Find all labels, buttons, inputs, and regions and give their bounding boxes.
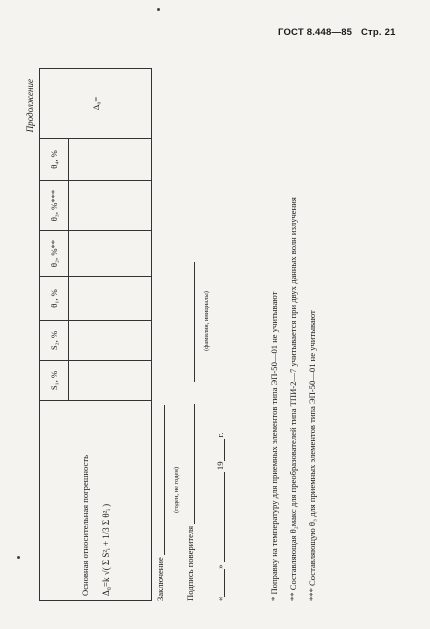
conclusion-line (164, 405, 165, 555)
verifier-name-line (194, 262, 195, 382)
value-cell (69, 231, 152, 277)
conclusion-block (155, 271, 245, 601)
verifier-sublabel: (фамилия, инициалы) (203, 291, 210, 351)
table-title-cell (40, 401, 152, 601)
column-header: θ₄, % (40, 139, 69, 181)
conclusion-row (155, 271, 185, 601)
footnote: ** Составляющая θ₂макс для преобразователей типа ТПИ-2—7 учитывается при двух данных волн излучения (288, 197, 298, 601)
date-quote-close: » (215, 564, 225, 569)
column-header: θ₃, %*** (40, 181, 69, 231)
value-cell (69, 277, 152, 321)
page-header (278, 27, 402, 38)
value-cell (69, 321, 152, 361)
footnote: *** Составляющую θ₃ для приемных элементов типа ЭП-50—01 не учитывают (307, 310, 317, 601)
formula-text: Δ₀=k √( Σ S²ᵢ + 1/3 Σ θ²ᵢ ) (100, 503, 111, 596)
verifier-label: Подпись поверителя (185, 525, 195, 601)
date-suffix: г. (215, 432, 225, 438)
rotated-form (25, 65, 395, 605)
column-header: S₁, % (40, 361, 69, 401)
scan-dot (17, 556, 20, 559)
conclusion-label: Заключение (155, 557, 165, 601)
value-cell (69, 181, 152, 231)
value-cell (69, 139, 152, 181)
conclusion-sublabel: (годен, не годен) (173, 466, 180, 513)
table-title: Основная относительная погрешность (79, 455, 90, 596)
verifier-row (185, 271, 215, 601)
column-header: θ₂, %** (40, 231, 69, 277)
value-cell (69, 361, 152, 401)
footnote: * Поправку на температуру для приемных элементов типа ЭП-50—01 не учитывают (269, 291, 279, 601)
error-formula (101, 405, 112, 596)
date-year-line (224, 440, 225, 462)
verifier-sign-line (194, 404, 195, 524)
date-day-line (224, 569, 225, 597)
date-year: 19 (215, 461, 225, 471)
error-table (39, 68, 152, 601)
column-header: S₂, % (40, 321, 69, 361)
result-cell: Δ₀= (40, 69, 152, 139)
page-number: Стр. 21 (361, 27, 396, 38)
scan-dot (157, 8, 160, 11)
gost-number: ГОСТ 8.448—85 (278, 27, 353, 38)
column-header: θ₁, % (40, 277, 69, 321)
footnotes (265, 71, 322, 601)
continuation-label: Продолжение (25, 79, 35, 133)
date-quote-open: « (215, 596, 225, 601)
date-month-line (224, 472, 225, 562)
date-row (215, 271, 245, 601)
